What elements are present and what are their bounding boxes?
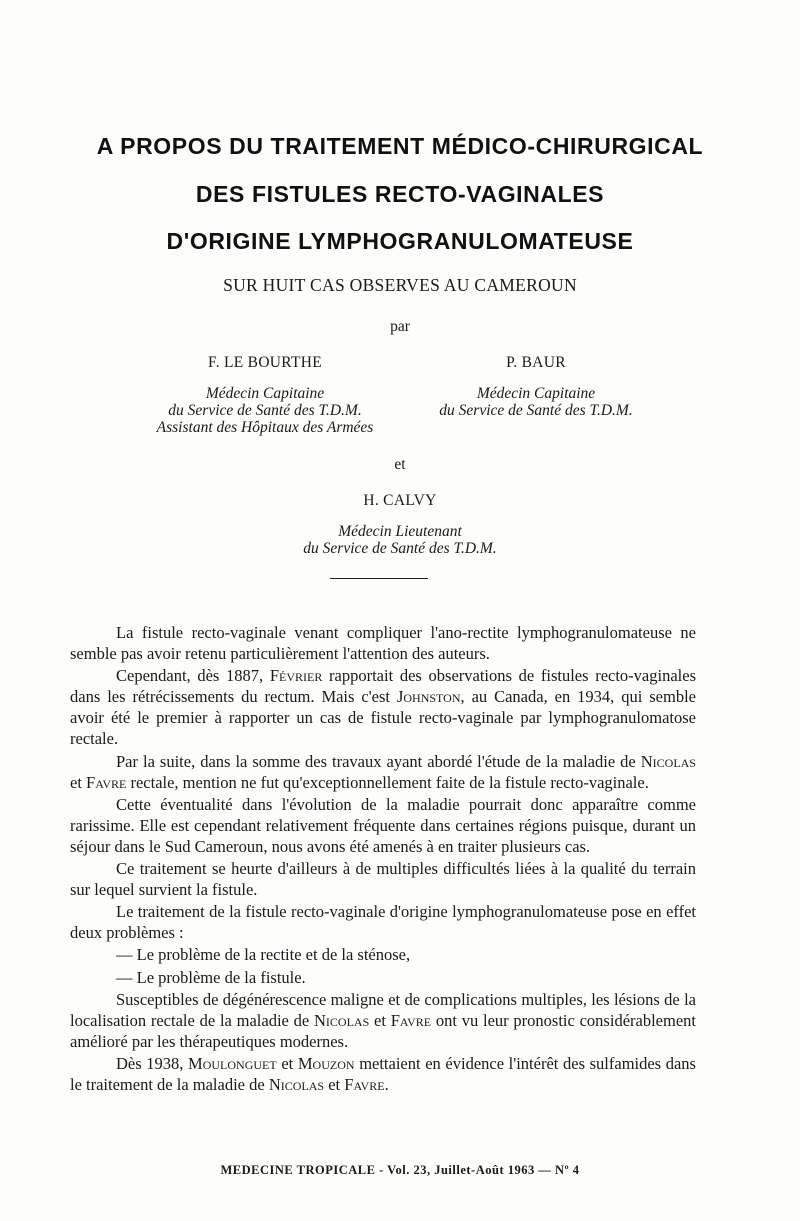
author-2 — [410, 354, 662, 419]
paragraph-4: Cette éventualité dans l'évolution de la maladie pourrait donc apparaître comme rarissime. Elle est cependant relativement fréquente dans certaines régions puisque, durant un séjour dans le Sud Cameroun, nous avons été amenés à en traiter plusieurs cas. — [70, 794, 696, 856]
author-2-role-2: du Service de Santé des T.D.M. — [439, 402, 633, 419]
author-1 — [133, 354, 397, 436]
author-3-name: H. CALVY — [363, 492, 437, 509]
article-title-line-1: A PROPOS DU TRAITEMENT MÉDICO-CHIRURGICAL — [96, 133, 704, 159]
paragraph-6: Le traitement de la fistule recto-vaginale d'origine lymphogranulomateuse pose en effet deux problèmes : — [70, 902, 696, 943]
author-1-role-2: du Service de Santé des T.D.M. — [168, 402, 362, 419]
article-title-line-2: DES FISTULES RECTO-VAGINALES — [195, 181, 605, 207]
section-divider — [330, 578, 428, 579]
author-1-role-1: Médecin Capitaine — [205, 385, 325, 402]
author-1-name: F. LE BOURTHE — [207, 354, 323, 371]
author-2-role-1: Médecin Capitaine — [476, 385, 596, 402]
journal-footer: MEDECINE TROPICALE - Vol. 23, Juillet-Août 1963 — Nº 4 — [220, 1163, 580, 1177]
list-item: — Le problème de la rectite et de la sténose, — [116, 945, 411, 965]
list-item: — Le problème de la fistule. — [116, 967, 306, 987]
author-1-role-3: Assistant des Hôpitaux des Armées — [156, 419, 374, 436]
paragraph-8: Dès 1938, Moulonguet et Mouzon mettaient en évidence l'intérêt des sulfamides dans le traitement de la maladie de Nicolas et Favre. — [70, 1053, 696, 1094]
and-label: et — [394, 456, 406, 473]
by-label: par — [390, 318, 410, 335]
paragraph-2: Cependant, dès 1887, Février rapportait des observations de fistules recto-vaginales dans les rétrécissements du rectum. Mais c'est Johnston, au Canada, en 1934, qui semble avoir été le premier à rapporter un cas de fistule recto-vaginale par lymphogranulomatose rectale. — [70, 666, 697, 749]
paragraph-5: Ce traitement se heurte d'ailleurs à de multiples difficultés liées à la qualité du terrain sur lequel survient la fistule. — [70, 859, 696, 900]
article-title-line-3: D'ORIGINE LYMPHOGRANULOMATEUSE — [166, 228, 634, 254]
author-3-role-1: Médecin Lieutenant — [338, 523, 462, 540]
article-body — [70, 622, 696, 1096]
author-2-name: P. BAUR — [506, 354, 566, 371]
author-3 — [250, 492, 550, 557]
paragraph-7: Susceptibles de dégénérescence maligne et de complications multiples, les lésions de la localisation rectale de la maladie de Nicolas et Favre ont vu leur pronostic considérablement amélioré par les thérapeutiques modernes. — [70, 989, 696, 1051]
article-subtitle: SUR HUIT CAS OBSERVES AU CAMEROUN — [223, 275, 577, 295]
author-3-role-2: du Service de Santé des T.D.M. — [303, 540, 497, 557]
paragraph-3: Par la suite, dans la somme des travaux ayant abordé l'étude de la maladie de Nicolas et Favre rectale, mention ne fut qu'exceptionnellement faite de la fistule recto-vaginale. — [70, 751, 696, 792]
paragraph-1: La fistule recto-vaginale venant compliquer l'ano-rectite lymphogranulomateuse ne semble pas avoir retenu particulièrement l'attention des auteurs. — [70, 623, 696, 664]
